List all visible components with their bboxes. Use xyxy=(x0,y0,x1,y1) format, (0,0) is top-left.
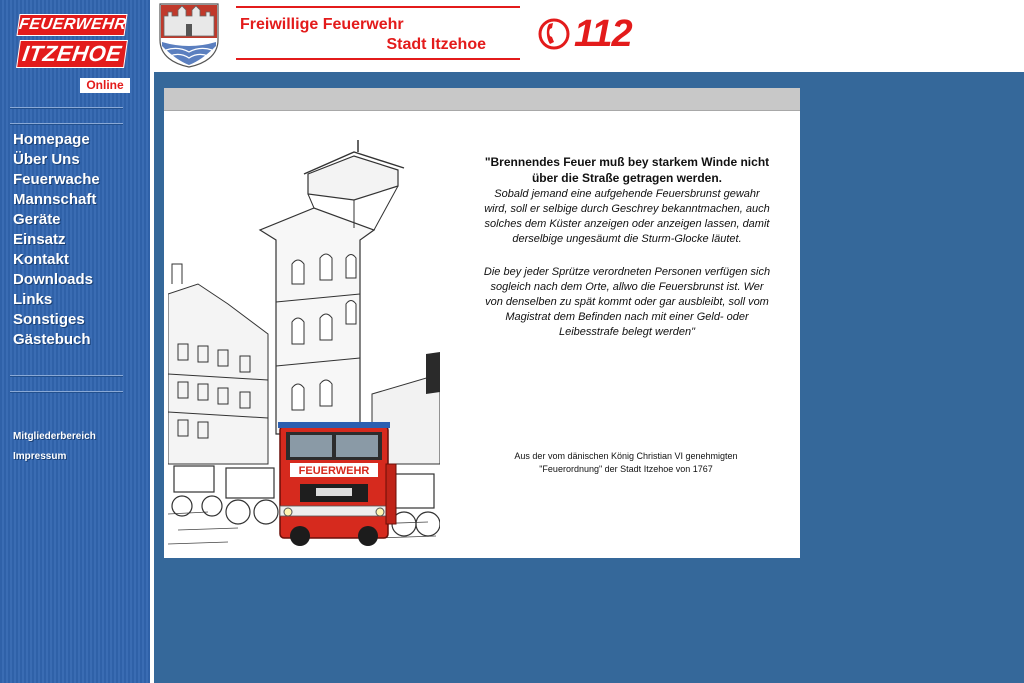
content-panel xyxy=(164,88,800,558)
quote-heading: "Brennendes Feuer muß bey starkem Winde nicht über die Straße getragen werden. xyxy=(484,155,770,185)
nav-item-homepage[interactable]: Homepage xyxy=(13,131,90,148)
coat-of-arms-icon xyxy=(158,2,220,68)
feuerwehr-itzehoe-logo[interactable] xyxy=(18,14,128,70)
nav-item-mannschaft[interactable]: Mannschaft xyxy=(13,191,97,208)
emergency-number-text: 112 xyxy=(574,13,632,55)
sidebar xyxy=(0,0,150,683)
title-rule-bottom xyxy=(236,58,520,60)
nav-item-impressum[interactable]: Impressum xyxy=(13,451,67,462)
nav-item-mitgliederbereich[interactable]: Mitgliederbereich xyxy=(13,431,96,442)
quote-paragraph-1: Sobald jemand eine aufgehende Feuersbrunst gewahr wird, soll er selbige durch Geschrey bekanntmachen, auch solches dem Küster anzeigen oder anzeigen lassen, damit derselbige ungesäumt die Sturm-Glocke läutet. xyxy=(484,188,770,245)
nav-item-einsatz[interactable]: Einsatz xyxy=(13,231,66,248)
nav-item-kontakt[interactable]: Kontakt xyxy=(13,251,69,268)
title-line2: Stadt Itzehoe xyxy=(386,36,486,53)
title-line1: Freiwillige Feuerwehr xyxy=(240,16,404,33)
nav-item-ueber-uns[interactable]: Über Uns xyxy=(13,151,80,168)
emergency-number xyxy=(538,12,658,56)
panel-header-bar xyxy=(164,88,800,111)
truck-label: FEUERWEHR xyxy=(298,465,370,477)
nav-item-geraete[interactable]: Geräte xyxy=(13,211,61,228)
divider xyxy=(10,107,123,109)
header xyxy=(154,0,1024,72)
nav-item-sonstiges[interactable]: Sonstiges xyxy=(13,311,85,328)
divider xyxy=(10,391,123,393)
logo-line1: FEUERWEHR xyxy=(16,14,127,36)
title-rule-top xyxy=(236,6,520,8)
sidebar-separator xyxy=(150,0,154,683)
nav-item-feuerwache[interactable]: Feuerwache xyxy=(13,171,100,188)
online-badge: Online xyxy=(80,78,130,93)
historic-quote xyxy=(482,154,772,340)
logo-line2: ITZEHOE xyxy=(16,40,128,68)
secondary-nav xyxy=(13,428,96,468)
quote-source: Aus der vom dänischen König Christian VI genehmigten "Feuerordnung" der Stadt Itzehoe von 1767 xyxy=(514,451,738,474)
phone-icon xyxy=(538,12,572,56)
main-nav xyxy=(13,130,100,350)
quote-paragraph-2: Die bey jeder Sprütze verordneten Personen verfügen sich sogleich nach dem Orte, allwo die Feuersbrunst ist. Wer von denselben zu spät kommt oder gar ausbleibt, soll vom Magistrat dem Befinden nach mit einer Geld- oder Leibesstrafe belegt werden" xyxy=(483,266,771,338)
site-title xyxy=(236,6,520,60)
nav-item-links[interactable]: Links xyxy=(13,291,53,308)
divider xyxy=(10,375,123,377)
nav-item-downloads[interactable]: Downloads xyxy=(13,271,94,288)
divider xyxy=(10,123,123,125)
fire-station-illustration xyxy=(168,134,440,554)
nav-item-gaestebuch[interactable]: Gästebuch xyxy=(13,331,91,348)
